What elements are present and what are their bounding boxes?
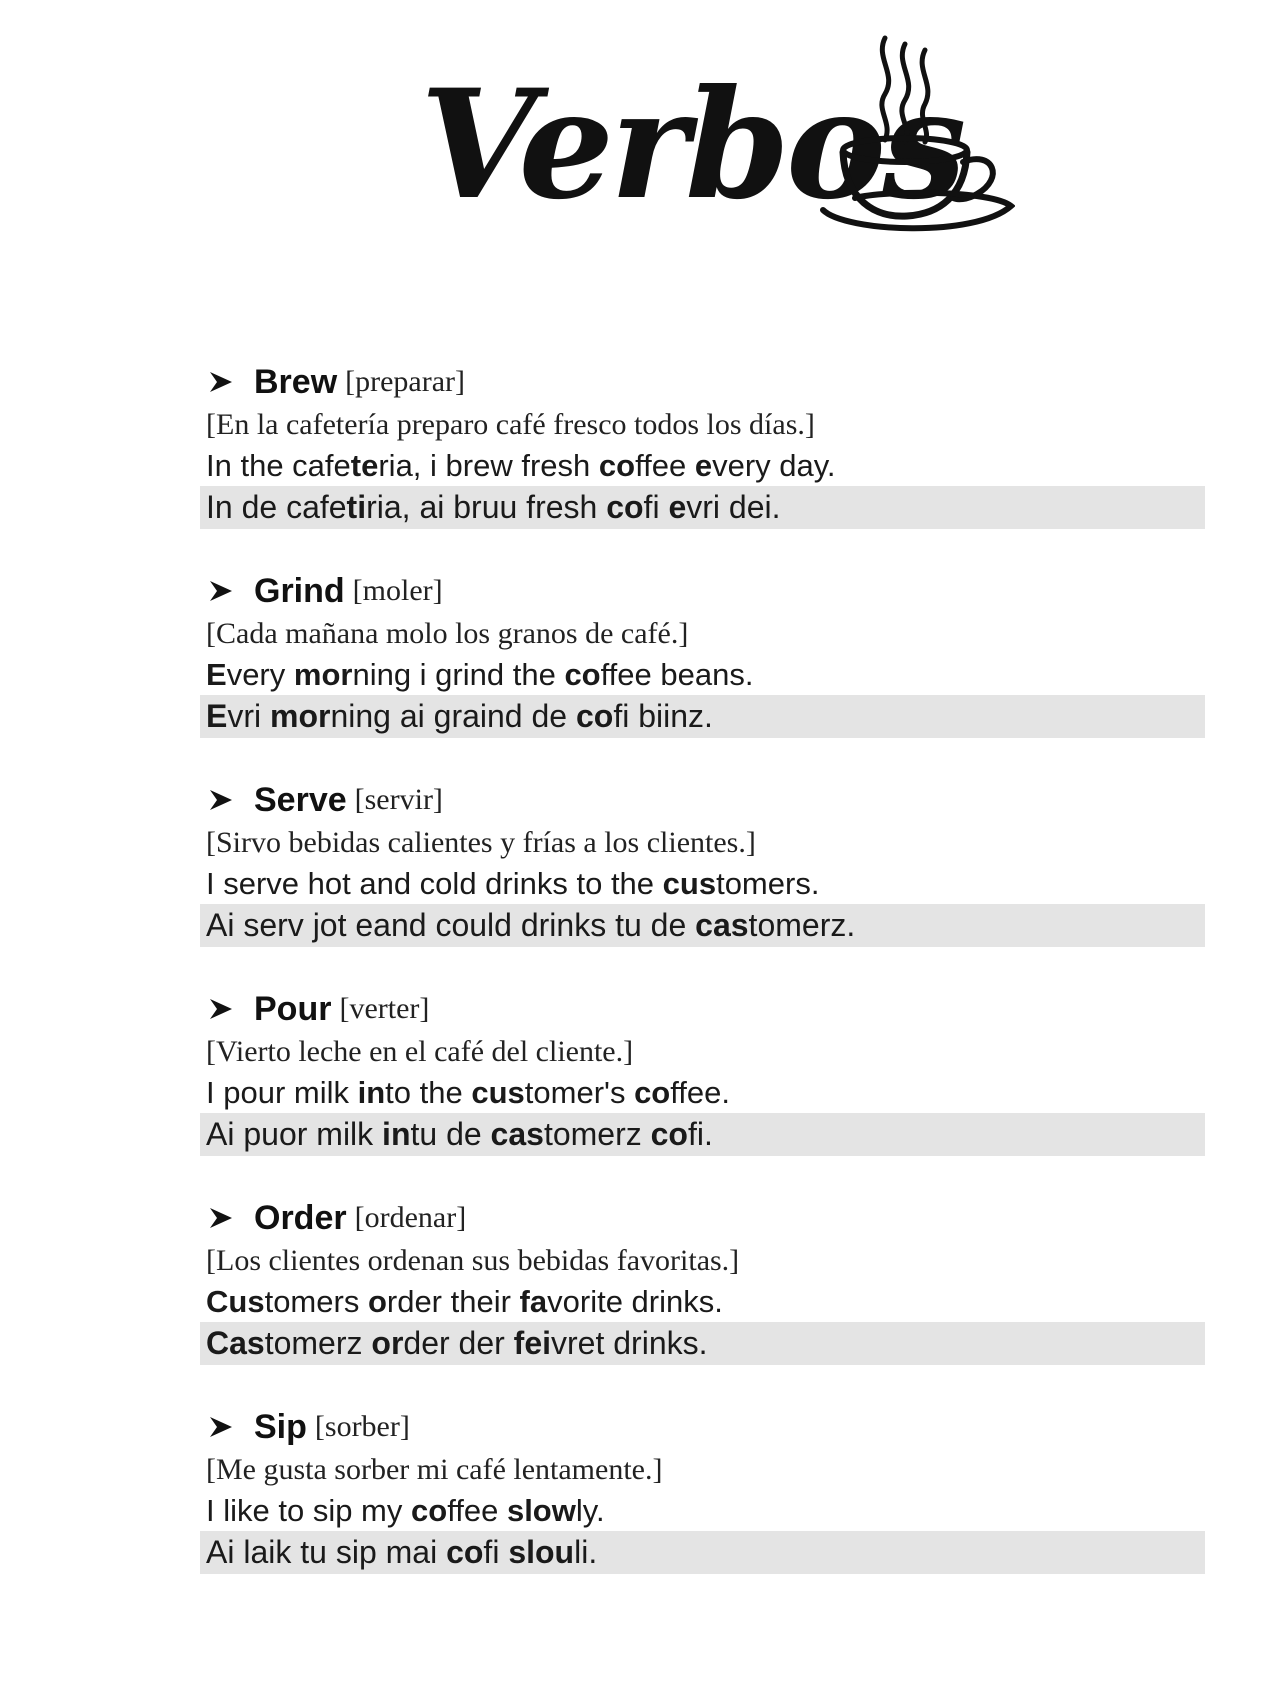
verb-translation: [ordenar]	[354, 1201, 467, 1234]
verb-heading	[200, 987, 429, 1031]
sentence-text: ria, i brew fresh	[378, 448, 599, 483]
sentence-text: ffee	[635, 448, 695, 483]
arrow-bullet-icon	[208, 369, 234, 395]
stressed-syllable: co	[411, 1493, 448, 1528]
coffee-cup-icon	[815, 30, 1015, 235]
sentence-text: ria, ai bruu fresh	[366, 489, 607, 525]
english-sentence	[206, 657, 753, 693]
sentence-text: li.	[574, 1534, 598, 1570]
stressed-syllable: co	[564, 657, 601, 692]
english-sentence	[206, 866, 819, 902]
arrow-bullet-icon	[208, 578, 234, 604]
arrow-bullet-icon	[208, 787, 234, 813]
verb-entry	[200, 1405, 1210, 1614]
stressed-syllable: cus	[471, 1075, 525, 1110]
spanish-sentence: [Cada mañana molo los granos de café.]	[206, 617, 689, 650]
sentence-text: rder their	[386, 1284, 520, 1319]
pronunciation-sentence	[200, 1113, 1205, 1156]
stressed-syllable: ti	[346, 489, 367, 525]
sentence-text: tu de	[410, 1116, 491, 1152]
sentence-text: vret drinks.	[551, 1325, 708, 1361]
sentence-text: tomerz.	[748, 907, 856, 943]
stressed-syllable: te	[350, 448, 379, 483]
sentence-text: ffee beans.	[600, 657, 754, 692]
arrow-bullet-icon	[208, 996, 234, 1022]
sentence-text: ffee.	[670, 1075, 731, 1110]
stressed-syllable: e	[694, 448, 713, 483]
sentence-text: In the cafe	[206, 448, 351, 483]
stressed-syllable: co	[598, 448, 636, 483]
sentence-text: I serve hot and cold drinks to the	[206, 866, 663, 901]
sentence-text: Ai serv jot eand could drinks tu de	[206, 907, 696, 943]
sentence-text: Ai laik tu sip mai	[206, 1534, 447, 1570]
verb-word: Sip	[254, 1407, 307, 1446]
sentence-text: fi	[483, 1534, 509, 1570]
spanish-sentence: [Vierto leche en el café del cliente.]	[206, 1035, 634, 1068]
spanish-sentence: [Los clientes ordenan sus bebidas favoritas.]	[206, 1244, 740, 1277]
stressed-syllable: E	[206, 698, 228, 734]
stressed-syllable: co	[650, 1116, 688, 1152]
sentence-text: vorite drinks.	[547, 1284, 723, 1319]
sentence-text: vri dei.	[686, 489, 781, 525]
sentence-text: to the	[385, 1075, 472, 1110]
stressed-syllable: Cas	[206, 1325, 265, 1361]
sentence-text: tomerz	[543, 1116, 651, 1152]
sentence-text: ly.	[575, 1493, 605, 1528]
arrow-bullet-icon	[208, 1414, 234, 1440]
sentence-text: Ai puor milk	[206, 1116, 383, 1152]
stressed-syllable: E	[206, 657, 227, 692]
sentence-text: I like to sip my	[206, 1493, 411, 1528]
pronunciation-sentence	[200, 1531, 1205, 1574]
sentence-text: der der	[403, 1325, 514, 1361]
stressed-syllable: co	[446, 1534, 484, 1570]
sentence-text: ning i grind the	[352, 657, 565, 692]
sentence-text: fi	[643, 489, 669, 525]
sentence-text: tomer's	[524, 1075, 635, 1110]
spanish-sentence: [En la cafetería preparo café fresco todos los días.]	[206, 408, 815, 441]
sentence-text: tomers	[264, 1284, 368, 1319]
pronunciation-sentence	[200, 1322, 1205, 1365]
pronunciation-sentence	[200, 486, 1205, 529]
english-sentence	[206, 1075, 730, 1111]
verb-entry	[200, 569, 1210, 778]
verb-entry	[200, 1196, 1210, 1405]
verb-list	[200, 360, 1210, 1614]
sentence-text: In de cafe	[206, 489, 347, 525]
stressed-syllable: in	[357, 1075, 386, 1110]
verb-heading	[200, 360, 465, 404]
sentence-text: fi biinz.	[613, 698, 713, 734]
stressed-syllable: cas	[490, 1116, 544, 1152]
verb-translation: [servir]	[354, 783, 443, 816]
page-title: Verbos	[420, 57, 963, 233]
pronunciation-sentence	[200, 695, 1205, 738]
stressed-syllable: cus	[662, 866, 717, 901]
verb-word: Brew	[254, 362, 338, 401]
verb-word: Grind	[254, 571, 345, 610]
sentence-text: I pour milk	[206, 1075, 358, 1110]
stressed-syllable: o	[367, 1284, 387, 1319]
arrow-bullet-icon	[208, 1205, 234, 1231]
stressed-syllable: co	[575, 698, 614, 734]
sentence-text: tomers.	[716, 866, 820, 901]
header	[0, 0, 1267, 260]
english-sentence	[206, 1493, 605, 1529]
stressed-syllable: slou	[508, 1534, 575, 1570]
verb-word: Order	[254, 1198, 347, 1237]
verb-entry	[200, 778, 1210, 987]
sentence-text: ffee	[447, 1493, 507, 1528]
stressed-syllable: mor	[293, 657, 353, 692]
stressed-syllable: co	[606, 489, 644, 525]
sentence-text: very day.	[712, 448, 836, 483]
spanish-sentence: [Me gusta sorber mi café lentamente.]	[206, 1453, 663, 1486]
english-sentence	[206, 1284, 723, 1320]
sentence-text: vri	[227, 698, 270, 734]
english-sentence	[206, 448, 836, 484]
verb-entry	[200, 360, 1210, 569]
verb-heading	[200, 1405, 410, 1449]
sentence-text: fi.	[687, 1116, 713, 1152]
stressed-syllable: slow	[506, 1493, 576, 1528]
stressed-syllable: e	[668, 489, 687, 525]
verb-heading	[200, 1196, 466, 1240]
sentence-text: ning ai graind de	[330, 698, 576, 734]
verb-word: Serve	[254, 780, 347, 819]
stressed-syllable: mor	[270, 698, 331, 734]
verb-translation: [preparar]	[345, 365, 466, 398]
stressed-syllable: in	[382, 1116, 411, 1152]
stressed-syllable: or	[371, 1325, 404, 1361]
sentence-text: very	[226, 657, 294, 692]
verb-translation: [sorber]	[314, 1410, 410, 1443]
verb-heading	[200, 778, 443, 822]
verb-translation: [verter]	[339, 992, 430, 1025]
pronunciation-sentence	[200, 904, 1205, 947]
stressed-syllable: fa	[519, 1284, 548, 1319]
stressed-syllable: cas	[695, 907, 749, 943]
sentence-text: tomerz	[264, 1325, 372, 1361]
stressed-syllable: fei	[513, 1325, 552, 1361]
verb-word: Pour	[254, 989, 332, 1028]
verb-translation: [moler]	[352, 574, 443, 607]
spanish-sentence: [Sirvo bebidas calientes y frías a los clientes.]	[206, 826, 756, 859]
stressed-syllable: co	[634, 1075, 671, 1110]
verb-entry	[200, 987, 1210, 1196]
stressed-syllable: Cus	[206, 1284, 265, 1319]
verb-heading	[200, 569, 443, 613]
